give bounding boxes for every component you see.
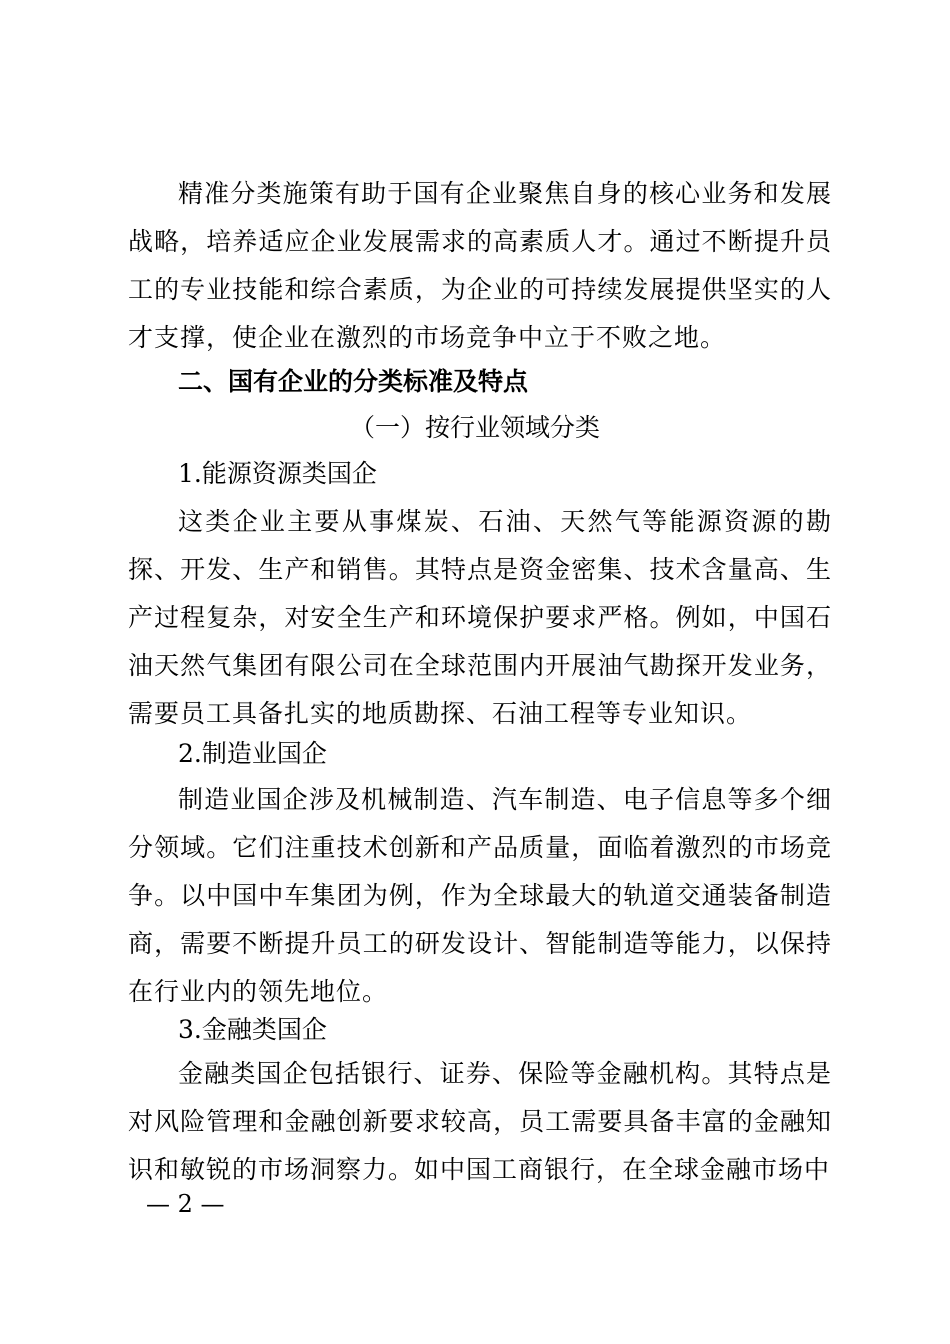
item-title-energy: 1.能源资源类国企 <box>178 459 377 488</box>
subsection-heading: （一）按行业领域分类 <box>349 413 600 442</box>
paragraph-manufacturing: 制造业国企涉及机械制造、汽车制造、电子信息等多个细分领域。它们注重技术创新和产品质量，面临着激烈的市场竞争。以中国中车集团为例，作为全球最大的轨道交通装备制造商，需要不断提升员工的研发设计、智能制造等能力，以保持在行业内的领先地位。 <box>128 785 832 1006</box>
item-title-manufacturing: 2.制造业国企 <box>178 739 327 768</box>
paragraph-energy: 这类企业主要从事煤炭、石油、天然气等能源资源的勘探、开发、生产和销售。其特点是资金密集、技术含量高、生产过程复杂，对安全生产和环境保护要求严格。例如，中国石油天然气集团有限公司在全球范围内开展油气勘探开发业务，需要员工具备扎实的地质勘探、石油工程等专业知识。 <box>128 507 832 728</box>
paragraph-intro: 精准分类施策有助于国有企业聚焦自身的核心业务和发展战略，培养适应企业发展需求的高素质人才。通过不断提升员工的专业技能和综合素质，为企业的可持续发展提供坚实的人才支撑，使企业在激烈的市场竞争中立于不败之地。 <box>128 179 832 352</box>
page-number: — 2 — <box>146 1190 225 1218</box>
section-heading: 二、国有企业的分类标准及特点 <box>178 367 529 396</box>
item-title-finance: 3.金融类国企 <box>178 1015 327 1044</box>
paragraph-finance: 金融类国企包括银行、证券、保险等金融机构。其特点是对风险管理和金融创新要求较高，员工需要具备丰富的金融知识和敏锐的市场洞察力。如中国工商银行，在全球金融市场中 <box>128 1059 832 1184</box>
